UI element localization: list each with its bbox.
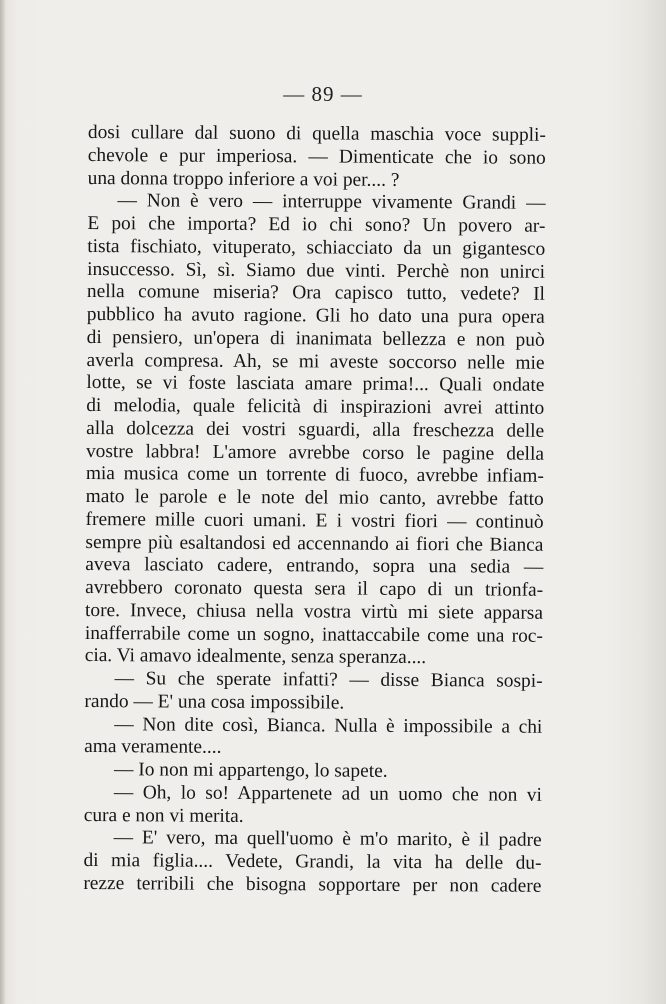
text-line: aveva lasciato cadere, entrando, sopra una sedia — [85, 554, 544, 579]
text-line: una donna troppo inferiore a voi per.... ? [87, 167, 400, 191]
text-line: di melodia, quale felicità di inspirazioni avrei attinto [86, 394, 545, 419]
body-text [83, 122, 546, 898]
text-line: dosi cullare dal suono di quella maschia voce suppli- [87, 122, 546, 146]
text-line: — Io non mi appartengo, lo sapete. [113, 759, 388, 782]
text-line: di mia figlia.... Vedete, Grandi, la vita ha delle du- [83, 849, 542, 874]
text-line: — Oh, lo so! Appartenete ad un uomo che non vi [113, 781, 542, 806]
text-line: sempre più esaltandosi ed accennando ai fiori che Bianca [85, 531, 544, 556]
text-line: chevole e pur imperiosa. — Dimenticate che io sono [87, 144, 546, 169]
text-line: averla compresa. Ah, se mi aveste soccorso nelle mie [86, 349, 545, 374]
text-line: inafferrabile come un sogno, inattaccabile come una roc- [84, 622, 543, 647]
text-line: — Non è vero — interruppe vivamente Grandi — [117, 190, 546, 215]
text-line: rando — E' una cosa impossibile. [84, 690, 345, 714]
text-line: E poi che importa? Ed io chi sono? Un povero ar- [87, 212, 546, 237]
text-line: tore. Invece, chiusa nella vostra virtù mi siete apparsa [84, 599, 544, 624]
text-line: fremere mille cuori umani. E i vostri fiori — continuò [85, 508, 544, 533]
text-line: alla dolcezza dei vostri sguardi, alla freschezza delle [86, 417, 545, 442]
text-line: — Su che sperate infatti? — disse Bianca sospi- [114, 668, 543, 692]
text-line: vostre labbra! L'amore avrebbe corso le pagine della [85, 440, 545, 465]
text-line: insuccesso. Sì, sì. Siamo due vinti. Perchè non unirci [87, 258, 546, 283]
text-line: nella comune miseria? Ora capisco tutto, vedete? Il [86, 281, 546, 306]
text-line: — Non dite così, Bianca. Nulla è impossibile a chi [114, 713, 543, 738]
text-line: ama veramente.... [84, 736, 222, 759]
page-number: — 89 — [283, 82, 363, 106]
text-line: — E' vero, ma quell'uomo è m'o marito, è il padre [113, 827, 542, 852]
text-line: tista fischiato, vituperato, schiacciato da un gigantesco [87, 235, 546, 260]
text-line: cura e non vi merita. [83, 804, 244, 827]
text-line: pubblico ha avuto ragione. Gli ho dato una pura opera [86, 303, 545, 328]
text-line: cia. Vi amavo idealmente, senza speranza.... [84, 645, 427, 669]
text-line: avrebbero coronato questa sera il capo di un trionfa- [85, 576, 544, 601]
text-line: mato le parole e le note del mio canto, avrebbe fatto [85, 485, 544, 510]
text-line: di pensiero, un'opera di inanimata bellezza e non può [86, 326, 545, 351]
text-line: mia musica come un torrente di fuoco, avrebbe infiam- [85, 463, 544, 488]
page-edge-shadow [0, 0, 6, 1004]
text-line: rezze terribili che bisogna sopportare per non cadere [83, 872, 542, 897]
text-line: lotte, se vi foste lasciata amare prima!... Quali ondate [86, 372, 545, 397]
